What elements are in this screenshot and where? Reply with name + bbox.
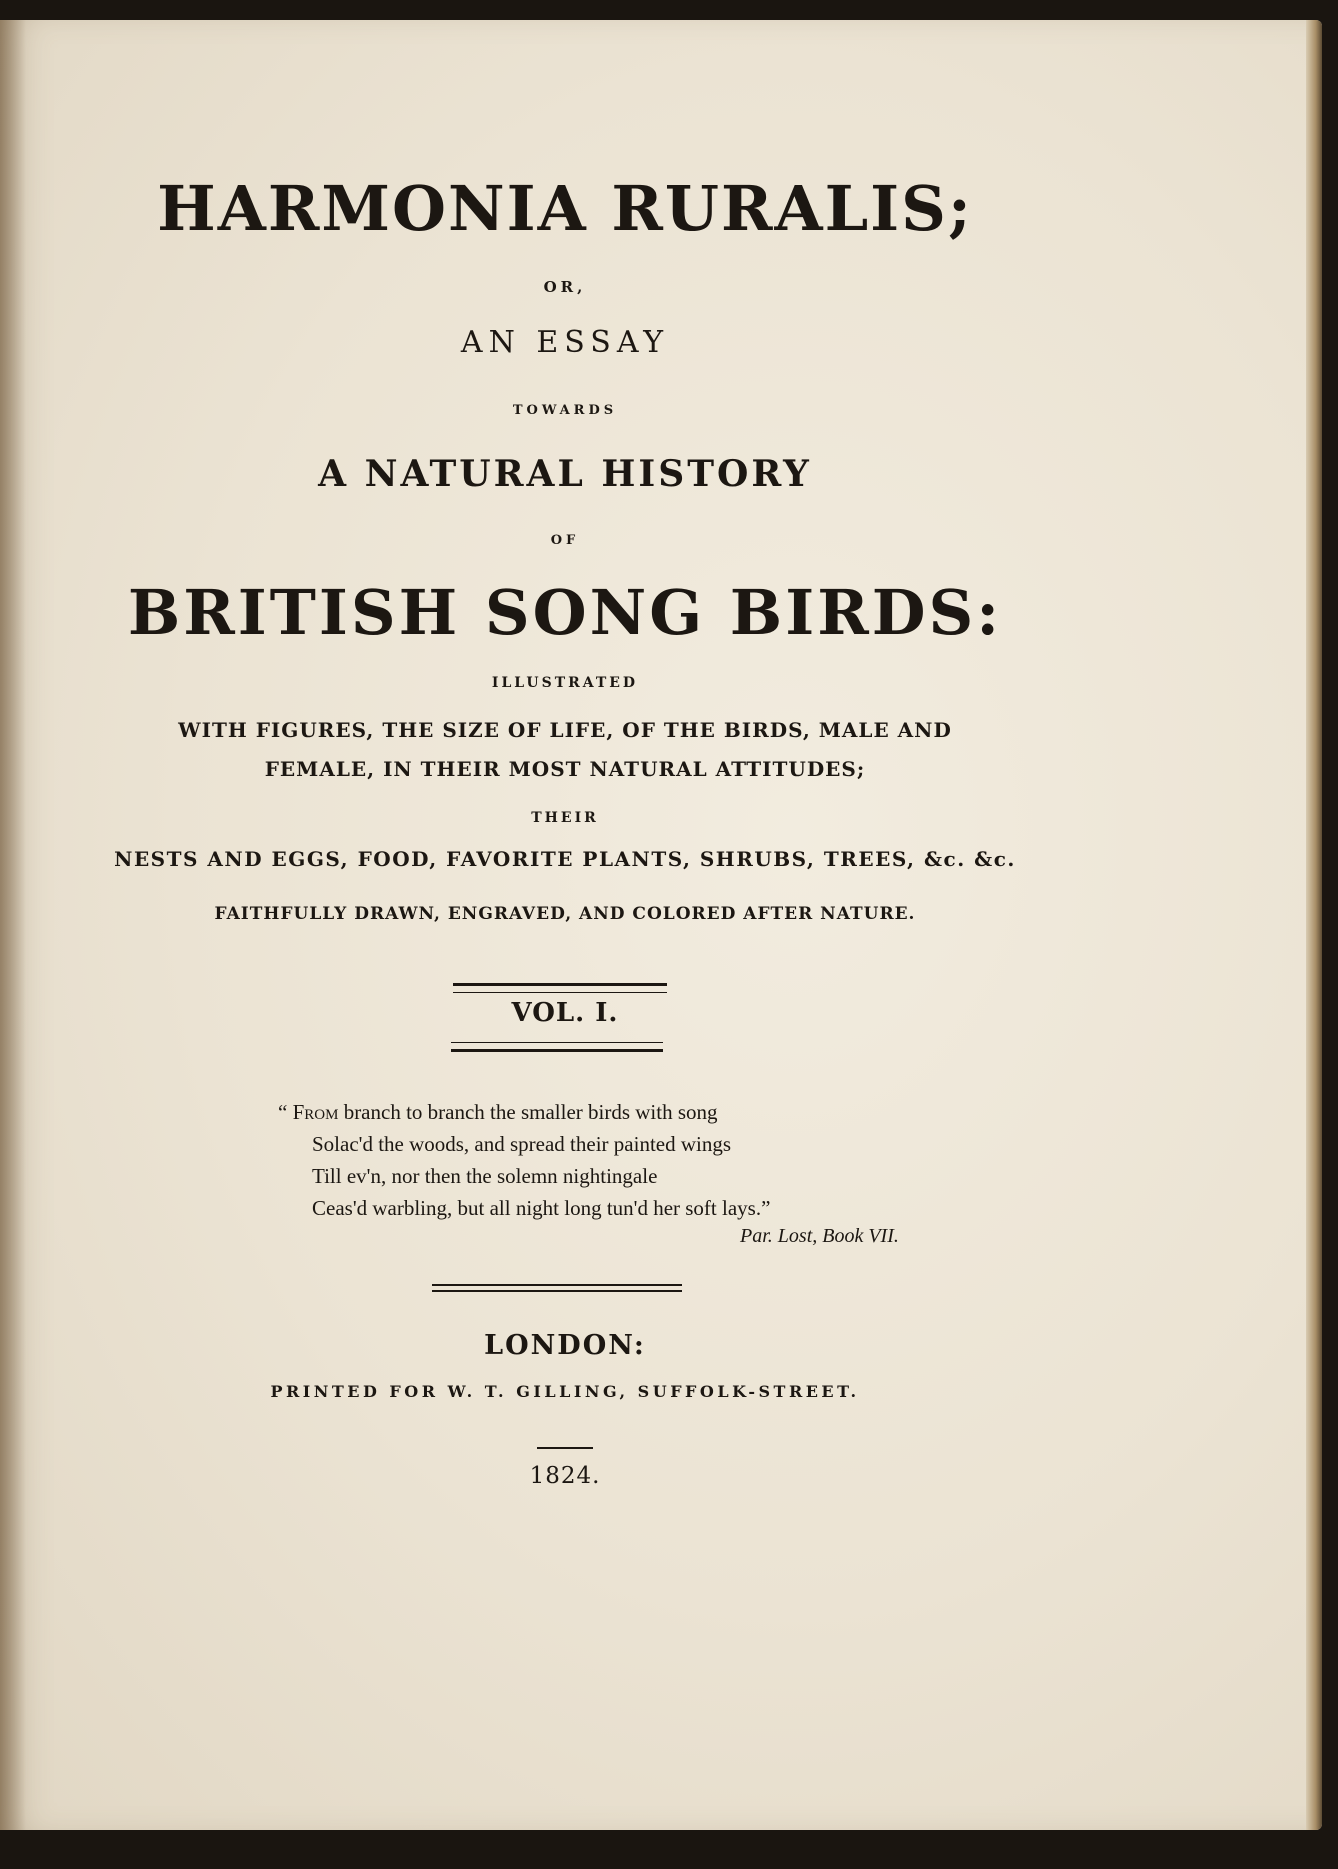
- figures-line-2: FEMALE, IN THEIR MOST NATURAL ATTITUDES;: [264, 757, 866, 781]
- book-title: HARMONIA RURALIS;: [157, 172, 973, 245]
- epigraph-line-4: Ceas'd warbling, but all night long tun'd her soft lays.”: [312, 1196, 771, 1220]
- epigraph-smallcaps-word: From: [292, 1100, 339, 1124]
- of-line: OF: [550, 533, 580, 548]
- imprint-rule: [432, 1284, 682, 1292]
- towards-line: TOWARDS: [512, 403, 618, 418]
- volume-rule-bottom: [451, 1042, 663, 1052]
- epigraph-line-2: Solac'd the woods, and spread their painted wings: [312, 1132, 732, 1156]
- their-line: THEIR: [531, 810, 599, 826]
- epigraph-line-1: [278, 1096, 770, 1128]
- epigraph: [278, 1096, 770, 1224]
- or-line: OR,: [543, 278, 587, 296]
- figures-line-1: WITH FIGURES, THE SIZE OF LIFE, OF THE BIRDS, MALE AND: [178, 718, 952, 742]
- subject-title: BRITISH SONG BIRDS:: [127, 576, 1003, 649]
- volume-label: VOL. I.: [511, 998, 619, 1028]
- page-edge: [1306, 20, 1322, 1830]
- epigraph-line-3: Till ev'n, nor then the solemn nightingale: [312, 1164, 658, 1188]
- imprint-city: LONDON:: [484, 1330, 646, 1361]
- natural-history-line: A NATURAL HISTORY: [318, 453, 812, 495]
- imprint-year: 1824.: [529, 1463, 601, 1489]
- epigraph-open-quote: “: [278, 1100, 293, 1124]
- nests-line: NESTS AND EGGS, FOOD, FAVORITE PLANTS, SHRUBS, TREES, &c. &c.: [114, 847, 1016, 871]
- title-page: [0, 20, 1322, 1830]
- illustrated-line: ILLUSTRATED: [491, 675, 639, 691]
- epigraph-line-1-rest: branch to branch the smaller birds with song: [338, 1100, 718, 1124]
- faithfully-line: FAITHFULLY DRAWN, ENGRAVED, AND COLORED AFTER NATURE.: [214, 904, 916, 924]
- essay-line: AN ESSAY: [460, 325, 670, 360]
- epigraph-citation: Par. Lost, Book VII.: [740, 1225, 899, 1247]
- volume-rule-top: [453, 983, 667, 993]
- year-rule: [537, 1447, 593, 1449]
- imprint-printer: PRINTED FOR W. T. GILLING, SUFFOLK-STREET.: [270, 1382, 860, 1401]
